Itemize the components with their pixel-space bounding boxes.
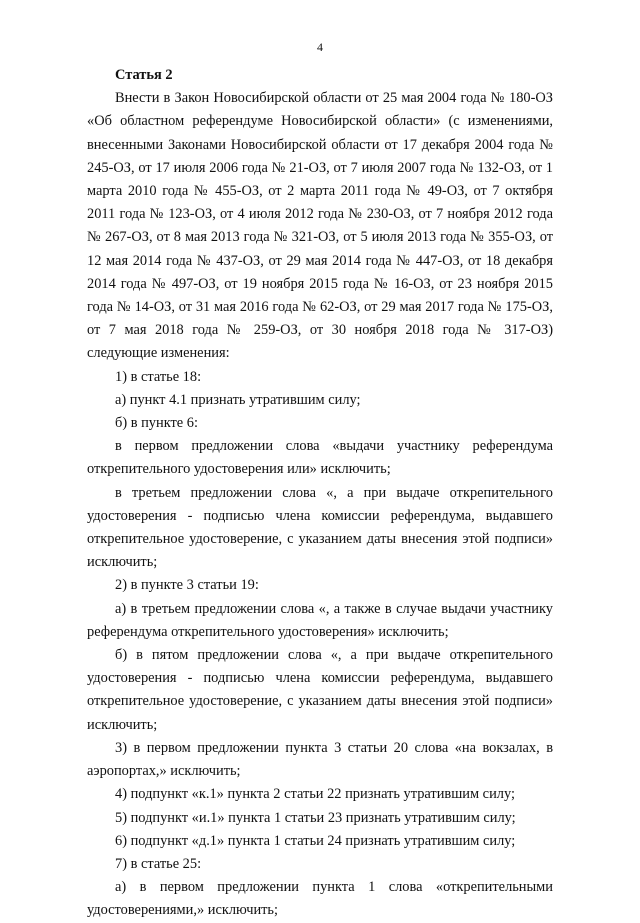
paragraph-item-2: 2) в пункте 3 статьи 19: bbox=[115, 577, 259, 594]
paragraph-item-1b: б) в пункте 6: bbox=[115, 415, 198, 432]
article-heading: Статья 2 bbox=[115, 67, 173, 83]
paragraph-item-1: 1) в статье 18: bbox=[115, 368, 202, 385]
paragraph-item-7a: а) в первом предложении пункта 1 слова «открепительными удостоверениями,» исключить; bbox=[87, 879, 553, 919]
paragraph-item-1a: а) пункт 4.1 признать утратившим силу; bbox=[115, 391, 361, 408]
paragraph-intro: Внести в Закон Новосибирской области от 25 мая 2004 года № 180-ОЗ «Об областном референдуме Новосибирской области» (с изменениями, внесенными Законами Новосибирской области от 17 декабря 2004 года № 245-ОЗ, от 17 июля 2006 года № 21-ОЗ, от 7 июля 2007 года № 132-ОЗ, от 1 марта 2010 года № 455-ОЗ, от 2 марта 2011 года № 49-ОЗ, от 7 октября 2011 года № 123-ОЗ, от 4 июля 2012 года № 230-ОЗ, от 7 ноября 2012 года № 267-ОЗ, от 8 мая 2013 года № 321-ОЗ, от 5 июля 2013 года № 355-ОЗ, от 12 мая 2014 года № 437-ОЗ, от 29 мая 2014 года № 447-ОЗ, от 18 декабря 2014 года № 497-ОЗ, от 19 ноября 2015 года № 16-ОЗ, от 23 ноября 2015 года № 14-ОЗ, от 31 мая 2016 года № 62-ОЗ, от 29 мая 2017 года № 175-ОЗ, от 7 мая 2018 года № 259-ОЗ, от 30 ноября 2018 года № 317-ОЗ) следующие изменения: bbox=[87, 90, 553, 362]
page-number: 4 bbox=[317, 40, 323, 54]
paragraph-item-2b: б) в пятом предложении слова «, а при выдаче открепительного удостоверения - подписью члена комиссии референдума, выдавшего открепительное удостоверение, с указанием даты внесения этой подписи» исключить; bbox=[87, 647, 553, 733]
paragraph-item-3: 3) в первом предложении пункта 3 статьи 20 слова «на вокзалах, в аэропортах,» исключить; bbox=[87, 739, 553, 780]
paragraph-item-1b-first: в первом предложении слова «выдачи участнику референдума открепительного удостоверения или» исключить; bbox=[87, 438, 553, 478]
paragraph-item-5: 5) подпункт «и.1» пункта 1 статьи 23 признать утратившим силу; bbox=[115, 809, 516, 826]
paragraph-item-1b-third: в третьем предложении слова «, а при выдаче открепительного удостоверения - подписью члена комиссии референдума, выдавшего открепительное удостоверение, с указанием даты внесения этой подписи» исключить; bbox=[87, 484, 553, 571]
paragraph-item-7: 7) в статье 25: bbox=[115, 855, 202, 872]
paragraph-item-6: 6) подпункт «д.1» пункта 1 статьи 24 признать утратившим силу; bbox=[115, 832, 516, 849]
paragraph-item-2a: а) в третьем предложении слова «, а также в случае выдачи участнику референдума открепительного удостоверения» исключить; bbox=[87, 600, 553, 640]
paragraph-item-4: 4) подпункт «к.1» пункта 2 статьи 22 признать утратившим силу; bbox=[115, 786, 515, 803]
document-body bbox=[87, 64, 553, 923]
